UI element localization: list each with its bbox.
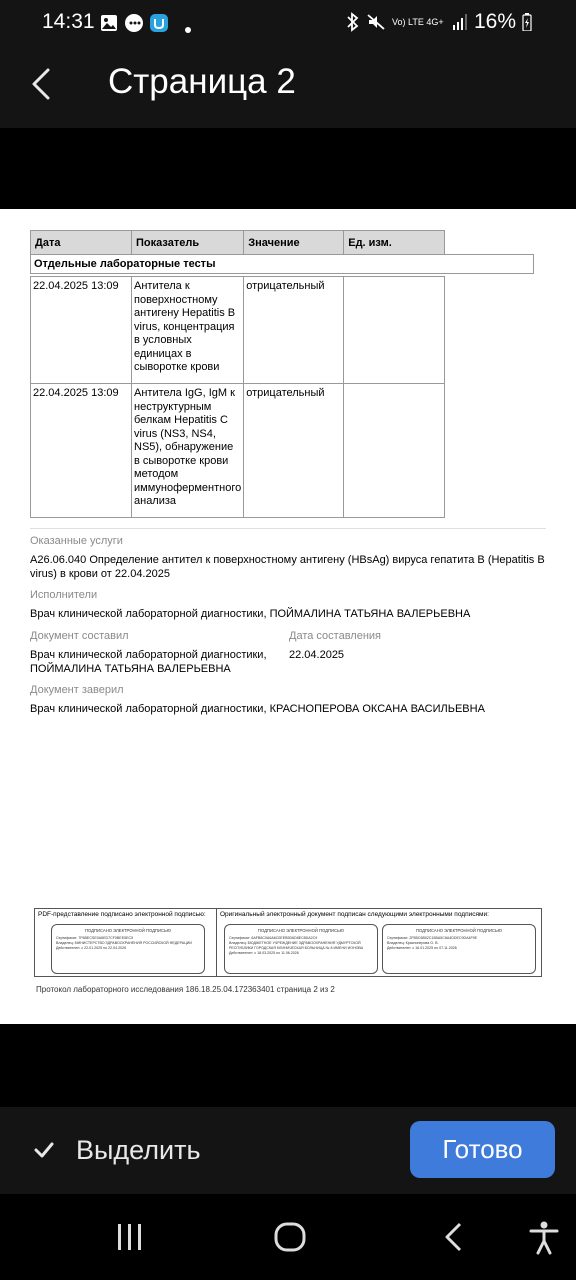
divider xyxy=(30,528,546,529)
composed-date-block xyxy=(289,630,489,662)
certified-by-label: Документ заверил xyxy=(30,684,124,696)
status-right-icons xyxy=(346,10,532,34)
table-row xyxy=(31,384,445,518)
section-title: Отдельные лабораторные тесты xyxy=(30,254,534,274)
certified-by-block xyxy=(30,684,546,716)
stamp-line: Сертификат: 2FB5C6B02C1B5A5C8A4DDEC9DA4F9E xyxy=(387,936,478,940)
column-header-value: Значение xyxy=(244,231,344,255)
bluetooth-icon xyxy=(346,12,360,32)
signature-stamp xyxy=(382,924,536,974)
stamp-line: Действителен: с 22.01.2025 по 22.04.2026 xyxy=(56,946,127,950)
status-time: 14:31 xyxy=(42,10,95,33)
signature-divider xyxy=(216,909,217,976)
composed-date-value: 22.04.2025 xyxy=(289,649,345,661)
network-indicator: Vo) LTE 4G+ xyxy=(391,17,444,27)
services-value: A26.06.040 Определение антител к поверхностному антигену (HBsAg) вируса гепатита B (Hepatitis B virus) в крови от 22.04.2025 xyxy=(30,554,545,580)
composed-by-label: Документ составил xyxy=(30,630,129,642)
battery-charging-icon xyxy=(522,13,532,31)
battery-percent: 16% xyxy=(473,10,516,33)
accessibility-icon[interactable] xyxy=(528,1221,560,1255)
cell-unit xyxy=(344,277,445,384)
table-row xyxy=(31,277,445,384)
mute-icon xyxy=(366,12,386,32)
app-bar xyxy=(0,48,576,128)
stamp-title: ПОДПИСАНО ЭЛЕКТРОННОЙ ПОДПИСЬЮ xyxy=(257,928,345,933)
page-title: Страница 2 xyxy=(108,62,296,101)
app-notification-icon xyxy=(149,13,169,33)
signal-icon xyxy=(452,13,468,31)
performers-block xyxy=(30,589,546,621)
bottom-action-bar xyxy=(0,1107,576,1194)
stamp-line: Владелец: БЮДЖЕТНОЕ УЧРЕЖДЕНИЕ ЗДРАВООХРАНЕНИЯ УДМУРТСКОЙ РЕСПУБЛИКИ ГОРОДСКАЯ КЛИНИЧЕСКАЯ БОЛЬНИЦА № 8 ИМЕНИ ИОНОВА xyxy=(229,941,364,950)
certified-by-value: Врач клинической лабораторной диагностики, КРАСНОПЕРОВА ОКСАНА ВАСИЛЬЕВНА xyxy=(30,703,485,715)
stamp-title: ПОДПИСАНО ЭЛЕКТРОННОЙ ПОДПИСЬЮ xyxy=(84,928,172,933)
original-signature-header: Оригинальный электронный документ подписан следующими электронными подписями: xyxy=(220,911,489,918)
column-header-date: Дата xyxy=(31,231,132,255)
services-label: Оказанные услуги xyxy=(30,535,123,547)
cell-indicator: Антитела к поверхностному антигену Hepatitis B virus, концентрация в условных единицах в сыворотке крови xyxy=(132,277,244,384)
back-nav-icon[interactable] xyxy=(438,1221,470,1253)
cell-value: отрицательный xyxy=(244,384,344,518)
stamp-title: ПОДПИСАНО ЭЛЕКТРОННОЙ ПОДПИСЬЮ xyxy=(415,928,503,933)
cell-value: отрицательный xyxy=(244,277,344,384)
system-nav-bar xyxy=(0,1194,576,1280)
column-header-indicator: Показатель xyxy=(132,231,244,255)
protocol-footer: Протокол лабораторного исследования 186.18.25.04.172363401 страница 2 из 2 xyxy=(36,985,335,994)
more-notifications-icon xyxy=(184,20,192,40)
performers-label: Исполнители xyxy=(30,589,98,601)
messenger-icon xyxy=(124,13,144,33)
gallery-icon xyxy=(100,13,118,33)
checkmark-icon[interactable] xyxy=(30,1136,58,1164)
stamp-line: Сертификат: 7F6BECSE0A6ED7CF0BEE5EC5 xyxy=(56,936,134,940)
stamp-line: Действителен: с 18.03.2025 по 11.06.2026 xyxy=(229,951,299,955)
stamp-line: Сертификат: 6AFB8C0A6A6C0EEB5D6D8EC8DA2C9 xyxy=(229,936,318,940)
table-header-row xyxy=(31,231,445,255)
done-button[interactable]: Готово xyxy=(410,1121,555,1178)
composed-date-label: Дата составления xyxy=(289,630,381,642)
composed-by-block xyxy=(30,630,280,676)
cell-date: 22.04.2025 13:09 xyxy=(31,384,132,518)
cell-date: 22.04.2025 13:09 xyxy=(31,277,132,384)
cell-indicator: Антитела IgG, IgM к неструктурным белкам Hepatitis C virus (NS3, NS4, NS5), обнаружение в сыворотке крови методом иммуноферментного анализа xyxy=(132,384,244,518)
status-bar xyxy=(0,0,576,48)
stamp-line: Владелец: МИНИСТЕРСТВО ЗДРАВООХРАНЕНИЯ РОССИЙСКОЙ ФЕДЕРАЦИИ xyxy=(56,941,192,945)
performers-value: Врач клинической лабораторной диагностики, ПОЙМАЛИНА ТАТЬЯНА ВАЛЕРЬЕВНА xyxy=(30,608,471,620)
column-header-unit: Ед. изм. xyxy=(344,231,445,255)
recent-apps-icon[interactable] xyxy=(114,1221,146,1253)
services-block xyxy=(30,535,546,581)
composed-by-value: Врач клинической лабораторной диагностики, ПОЙМАЛИНА ТАТЬЯНА ВАЛЕРЬЕВНА xyxy=(30,649,267,675)
signature-stamp xyxy=(51,924,205,974)
home-icon[interactable] xyxy=(272,1221,308,1253)
document-page xyxy=(0,209,576,1024)
back-arrow-icon[interactable] xyxy=(26,64,62,104)
stamp-line: Владелец: Красноперова О. В. xyxy=(387,941,439,945)
signature-block xyxy=(34,908,542,977)
pdf-signature-header: PDF-представление подписано электронной подписью: xyxy=(38,911,206,918)
signature-stamp xyxy=(224,924,378,974)
select-button[interactable]: Выделить xyxy=(76,1135,201,1165)
cell-unit xyxy=(344,384,445,518)
stamp-line: Действителен: с 16.01.2025 по 07.11.2026 xyxy=(387,946,457,950)
